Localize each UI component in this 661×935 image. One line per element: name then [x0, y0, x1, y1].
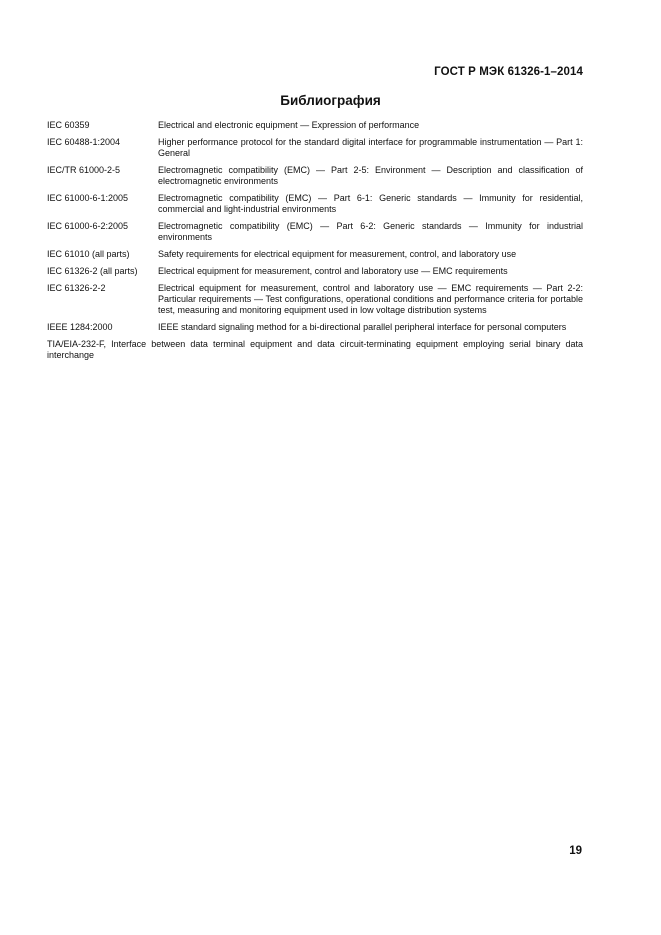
entry-description: IEEE standard signaling method for a bi-directional parallel peripheral interface for personal computers: [158, 322, 567, 332]
bibliography-entry: [47, 249, 583, 260]
entry-description: Higher performance protocol for the standard digital interface for programmable instrumentation — Part 1: General: [158, 137, 583, 158]
bibliography-entry: [47, 221, 583, 243]
entry-code: IEC/TR 61000-2-5: [47, 165, 121, 175]
entry-description: Electromagnetic compatibility (EMC) — Part 6-1: Generic standards — Immunity for residential, commercial and light-industrial environments: [158, 193, 583, 214]
page-number: 19: [569, 845, 582, 857]
entry-description: Electromagnetic compatibility (EMC) — Part 2-5: Environment — Description and classification of electromagnetic environments: [158, 165, 583, 186]
bibliography-entry: [47, 322, 583, 333]
entry-code: IEC 60359: [47, 120, 90, 130]
bibliography-footnote: TIA/EIA-232-F, Interface between data terminal equipment and data circuit-terminating equipment employing serial binary data interchange: [47, 339, 583, 360]
bibliography-entry: [47, 165, 583, 187]
bibliography-list: [47, 120, 583, 361]
bibliography-entry: [47, 266, 583, 277]
entry-code: IEC 61326-2-2: [47, 283, 106, 293]
entry-description: Electrical equipment for measurement, control and laboratory use — EMC requirements: [158, 266, 508, 276]
entry-code: IEC 61010 (all parts): [47, 249, 130, 259]
document-header-standard-id: ГОСТ Р МЭК 61326-1–2014: [434, 66, 583, 78]
entry-description: Electrical and electronic equipment — Expression of performance: [158, 120, 420, 130]
page-title: Библиография: [280, 93, 381, 108]
bibliography-entry: [47, 193, 583, 215]
bibliography-entry: [47, 283, 583, 316]
entry-code: IEC 60488-1:2004: [47, 137, 121, 147]
entry-code: IEC 61000-6-1:2005: [47, 193, 129, 203]
entry-description: Electromagnetic compatibility (EMC) — Part 6-2: Generic standards — Immunity for industrial environments: [158, 221, 583, 242]
entry-description: Electrical equipment for measurement, control and laboratory use — EMC requirements — Part 2-2: Particular requirements — Test configurations, operational conditions and performance criteria for portable test, measuring and monitoring equipment used in low voltage distribution systems: [158, 283, 583, 315]
bibliography-entry: [47, 137, 583, 159]
entry-code: IEEE 1284:2000: [47, 322, 113, 332]
entry-description: Safety requirements for electrical equipment for measurement, control, and laboratory use: [158, 249, 517, 259]
bibliography-entry: [47, 120, 583, 131]
entry-code: IEC 61326-2 (all parts): [47, 266, 138, 276]
entry-code: IEC 61000-6-2:2005: [47, 221, 129, 231]
